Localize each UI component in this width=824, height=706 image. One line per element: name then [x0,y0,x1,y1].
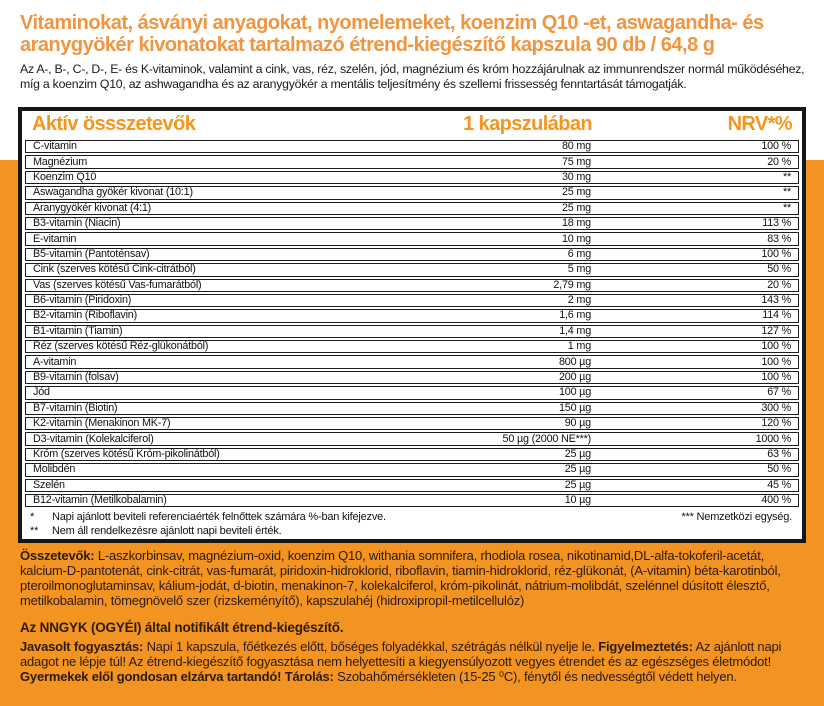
table-row [25,263,799,276]
warning-text: Az ajánlott napi adagot ne lépje túl! Az étrend-kiegészítő fogyasztása nem helyettesíti a kiegyensúlyozott vegyes étrendet és az egészséges életmódot! [20,639,782,670]
ingredient-nrv: 1000 % [755,432,791,445]
table-header-row [22,111,802,138]
ingredient-nrv: 300 % [761,401,791,414]
ingredient-name: B7-vitamin (Biotin) [33,402,118,414]
active-ingredients-table [18,107,806,543]
ingredient-nrv: 120 % [761,417,791,430]
table-row [25,294,799,307]
ingredient-nrv: 143 % [761,294,791,307]
ingredient-amount: 90 µg [564,417,591,430]
ingredient-amount: 75 mg [561,155,591,168]
table-row [25,279,799,292]
ingredient-name: C-vitamin [33,141,77,153]
ingredient-name: Magnézium [33,156,88,168]
ingredient-amount: 25 mg [561,201,591,214]
ingredient-amount: 1 mg [567,340,591,353]
ingredient-amount: 150 µg [558,401,591,414]
ingredient-amount: 18 mg [561,217,591,230]
table-footnotes [22,509,802,537]
usage-label: Javasolt fogyasztás: [20,639,144,654]
table-row [25,217,799,230]
ingredient-nrv: ** [782,201,791,214]
storage-text: Szobahőmérsékleten (15-25 ⁰C), fénytől és nedvességtől védett helyen. [333,669,737,685]
ingredient-name: Szelén [33,479,65,491]
ingredient-amount: 25 µg [564,463,591,476]
ingredient-name: B6-vitamin (Piridoxin) [33,295,132,307]
footnote-international-unit: *** Nemzetközi egység. [681,511,792,524]
ingredient-name: Aranygyökér kivonat (4:1) [33,202,152,214]
ingredient-amount: 80 mg [561,140,591,153]
footnote-star: * [30,511,35,524]
ingredient-amount: 25 µg [564,478,591,491]
ingredient-nrv: 67 % [767,386,791,399]
ingredient-nrv: 83 % [767,232,791,245]
product-title: Vitaminokat, ásványi anyagokat, nyomelemeket, koenzim Q10 -et, aswagandha- és aranygyökér kivonatokat tartalmazó étrend-kiegészítő kapszula 90 db / 64,8 g [20,12,764,56]
table-row [25,463,799,476]
ingredient-name: B5-vitamin (Pantoténsav) [33,248,150,260]
ingredient-nrv: 63 % [767,448,791,460]
ingredient-name: A-vitamin [33,356,77,368]
ingredient-amount: 25 mg [561,186,591,199]
ingredient-amount: 10 µg [564,494,591,507]
ingredient-nrv: ** [782,186,791,199]
ingredient-name: Vas (szerves kötésű Vas-fumarátból) [33,279,202,291]
footnote-star: ** [30,524,39,537]
ingredient-nrv: 50 % [767,263,791,276]
table-row [25,479,799,492]
ingredient-name: Koenzim Q10 [33,171,97,183]
ingredient-name: K2-vitamin (Menakinon MK-7) [33,418,171,430]
ingredient-amount: 50 µg (2000 NE***) [502,432,591,445]
footnote-text: Nem áll rendelkezésre ajánlott napi beviteli érték. [52,524,282,537]
ingredient-name: B2-vitamin (Riboflavin) [33,310,138,322]
ingredient-nrv: 20 % [767,278,791,291]
footnote-text: Napi ajánlott beviteli referenciaérték felnőttek számára %-ban kifejezve. [52,511,386,524]
table-row [25,171,799,184]
header-per-capsule: 1 kapszulában [463,113,592,135]
ingredient-name: Molibdén [33,464,76,476]
ingredient-nrv: 100 % [761,340,791,353]
ingredient-nrv: 400 % [761,494,791,507]
table-row [25,494,799,507]
table-row [25,232,799,245]
table-row [25,325,799,338]
ingredient-amount: 1,4 mg [559,324,591,337]
table-row [25,371,799,384]
ingredient-nrv: 45 % [767,478,791,491]
keep-away-from-children-text: Gyermekek elől gondosan elzárva tartandó! [20,669,282,685]
ingredient-name: B3-vitamin (Niacin) [33,218,121,230]
ingredient-nrv: 113 % [762,217,791,230]
footnote-no-nrv [30,525,386,538]
table-row [25,417,799,430]
table-row [25,248,799,261]
ingredient-nrv: 20 % [767,155,791,168]
footnotes-left [30,511,386,537]
footnote-nrv [30,511,386,524]
usage-paragraph [20,639,812,685]
ingredient-name: Króm (szerves kötésű Króm-pikolinátból) [33,449,220,460]
intro-claim-text: Az A-, B-, C-, D-, E- és K-vitaminok, valamint a cink, vas, réz, szelén, jód, magnézium és króm hozzájárulnak az immunrendszer normál működéséhez, míg a koenzim Q10, az ashwagandha és az aranygyökér a mentális teljesítmény és szellemi frissesség fenntartását támogatják. [20,62,805,91]
ingredient-nrv: 50 % [767,463,791,476]
storage-label: Tárolás: [284,669,334,685]
ingredient-amount: 25 µg [564,448,591,460]
ingredient-nrv: 100 % [761,355,791,368]
ingredient-name: B1-vitamin (Tiamin) [33,325,123,337]
ingredients-text: L-aszkorbinsav, magnézium-oxid, koenzim Q10, withania somnifera, rhodiola rosea, nikotinamid,DL-alfa-tokoferil-acetát, kalcium-D-pantotenát, cink-citrát, vas-fumarát, piridoxin-hidroklorid, riboflavin, tiamin-hidroklorid, réz-glükonát, (A-vitamin) béta-karotinból, pteroilmonoglutaminsav, kálium-jodát, d-biotin, menakinon-7, kolekalciferol, króm-pikolinát, nátrium-molibdát, szelénnel dúsított élesztő, metilkobalamin, tömegnövelő szer (rizskeményítő), kapszulahéj (hidroxipropil-metilcellulóz) [20,548,781,608]
ingredient-nrv: 100 % [761,140,791,153]
ingredient-nrv: ** [782,170,791,183]
ingredient-nrv: 100 % [761,247,791,260]
warning-label: Figyelmeztetés: [598,639,693,654]
ingredient-amount: 6 mg [567,247,591,260]
ingredient-amount: 30 mg [561,170,591,183]
table-row [25,432,799,445]
table-row [25,155,799,168]
ingredient-name: B9-vitamin (folsav) [33,372,119,384]
usage-text: Napi 1 kapszula, főétkezés előtt, bőséges folyadékkal, szétrágás nélkül nyelje le. [143,639,599,654]
ingredient-nrv: 100 % [761,371,791,384]
table-row [25,386,799,399]
table-row [25,309,799,322]
ingredient-amount: 2 mg [567,294,591,307]
ingredients-label: Összetevők: [20,548,95,563]
ingredients-paragraph [20,549,810,609]
ingredient-amount: 200 µg [558,371,591,384]
ingredient-amount: 800 µg [558,355,591,368]
ingredient-name: D3-vitamin (Kolekalciferol) [33,433,154,445]
ingredient-amount: 1,6 mg [559,309,591,322]
ingredient-name: B12-vitamin (Metilkobalamin) [33,495,167,507]
table-row [25,186,799,199]
ingredient-amount: 10 mg [561,232,591,245]
ingredient-amount: 2,79 mg [553,278,591,291]
header-nrv: NRV*% [727,113,792,135]
header-active-ingredients: Aktív össszetevők [32,113,196,135]
ingredient-nrv: 127 % [761,324,791,337]
notification-statement: Az NNGYK (OGYÉI) által notifikált étrend-kiegészítő. [20,620,344,635]
ingredient-name: Réz (szerves kötésű Réz-glükonátból) [33,341,209,353]
table-rows [22,138,802,507]
ingredient-name: E-vitamin [33,233,77,245]
table-row [25,448,799,461]
table-row [25,340,799,353]
table-row [25,355,799,368]
table-row [25,202,799,215]
ingredient-amount: 100 µg [558,386,591,399]
ingredient-name: Jód [33,387,50,399]
table-row [25,140,799,153]
ingredient-amount: 5 mg [567,263,591,276]
ingredient-name: Aswagandha gyökér kivonat (10:1) [33,187,193,199]
ingredient-name: Cink (szerves kötésű Cink-citrátból) [33,264,196,276]
table-row [25,402,799,415]
ingredient-nrv: 114 % [762,309,791,322]
